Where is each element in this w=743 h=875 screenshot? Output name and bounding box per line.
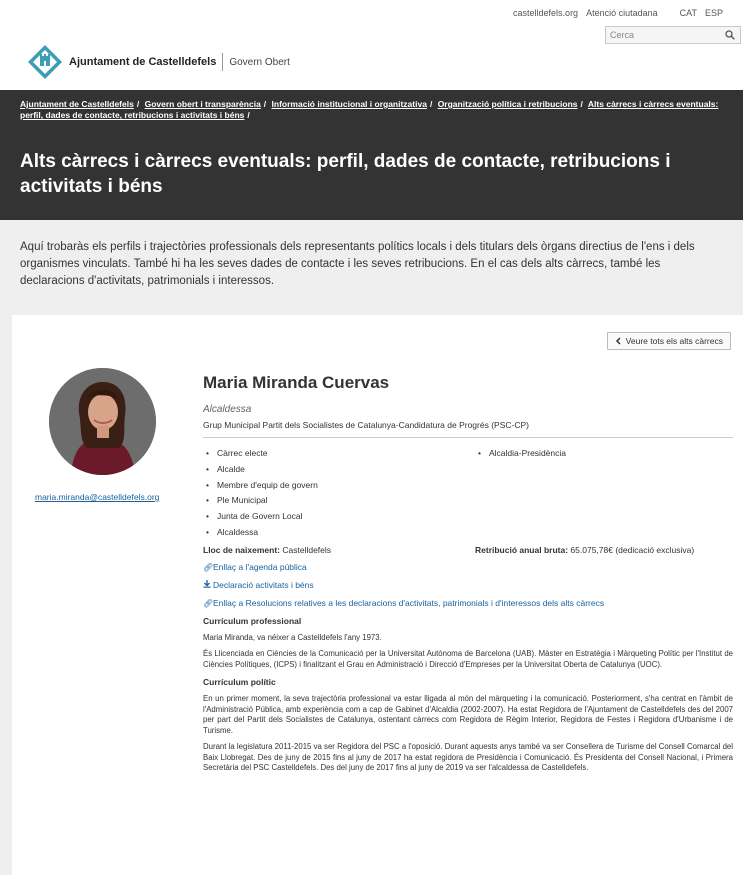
utility-link-atencio[interactable]: Atenció ciutadana [586,8,658,18]
site-logo[interactable] [27,44,290,80]
declaration-link-label: Declaració activitats i béns [213,579,314,590]
profile-name: Maria Miranda Cuervas [203,373,390,392]
lang-esp[interactable]: ESP [704,8,723,18]
salary [475,545,694,555]
search-icon[interactable] [724,29,736,41]
position-item: • Membre d'equip de govern [203,478,475,494]
breadcrumb: Ajuntament de Castelldefels / Govern obert i transparència / Informació institucional i organitzativa / Organització política i retribucions / Alts càrrecs i càrrecs eventuals: perfil, dades de contacte, retribucions i activitats i béns / [20,99,719,120]
utility-nav [513,8,723,18]
email-link[interactable]: maria.miranda@castelldefels.org [35,492,160,502]
intro-section [0,220,743,316]
page-title: Alts càrrecs i càrrecs eventuals: perfil, dades de contacte, retribucions i activitats i béns [20,151,671,197]
breadcrumb-item-govern-obert[interactable]: Govern obert i transparència [144,99,261,109]
salary-value: 65.075,78€ (dedicació exclusiva) [570,544,695,555]
resolutions-link-label: Enllaç a Resolucions relatives a les declaracions d'activitats, patrimonials i d'interessos dels alts càrrecs [213,597,605,608]
profile-links [203,562,733,609]
profile-details [203,373,733,780]
castelldefels-logo-icon [27,44,63,80]
breadcrumb-item-alts-carrecs[interactable]: Alts càrrecs i càrrecs eventuals: perfil, dades de contacte, retribucions i activitats i béns [20,99,719,120]
agenda-link-label: Enllaç a l'agenda pública [213,561,307,572]
salary-label: Retribució anual bruta: [475,544,569,555]
link-icon: 🔗︎ [203,562,214,572]
site-header [0,0,743,90]
birthplace [203,545,475,555]
logo-divider [222,53,223,71]
position-item: • Ple Municipal [203,493,475,509]
cv-professional-title: Currículum professional [203,615,302,626]
positions-list [203,446,733,541]
utility-link-castelldefels[interactable]: castelldefels.org [513,8,579,18]
birthplace-label: Lloc de naixement: [203,544,280,555]
position-item: • Junta de Govern Local [203,509,475,525]
divider [203,437,733,438]
portrait-photo [49,368,156,475]
profile-facts [203,545,733,555]
link-icon: 🔗︎ [203,598,214,608]
logo-subtitle: Govern Obert [229,56,290,68]
curriculum [203,616,733,774]
search-box [605,26,741,44]
cv-paragraph: Maria Miranda, va néixer a Castelldefels l'any 1973. [203,632,382,642]
resolutions-link[interactable] [203,598,733,609]
position-item: • Alcaldia-Presidència [475,446,566,462]
search-input[interactable] [610,30,720,40]
cv-political-title: Currículum polític [203,677,276,688]
avatar [49,368,156,475]
page-hero [0,90,743,220]
cv-paragraph: En un primer moment, la seva trajectòria professional va estar lligada al món del màrqueting i la comunicació. Posteriorment, s'ha centrat en l'àmbit de l'Administració Pública, amb experiència com a cap de Gabinet d'Alcaldia (2002-2007). Ha estat Regidora de l'Ajuntament de Castelldefels des del 2007 per part del Partit dels Socialistes de Catalunya, ostentant càrrecs com Regidora de Règim Interior, Regidora de Festes i Regidora d'Urbanisme i de Turisme. [203,694,733,735]
position-item: • Alcaldessa [203,525,475,541]
profile-card [12,315,743,875]
cv-paragraph: Durant la legislatura 2011-2015 va ser Regidora del PSC a l'oposició. Durant aquests anys també va ser Consellera de Turisme del Consell Comarcal del Baix Llobregat. Des de juny de 2015 fins al juny de 2017 ha estat regidora de Presidència i Comunicació. És Presidenta del Consell Nacional, i Primera Secretària del PSC Castelldefels. Des del juny de 2017 fins al juny de 2019 va ser l'alcaldessa de Castelldefels. [203,742,733,773]
declaration-download-link[interactable] [203,580,733,591]
cv-paragraph: És Llicenciada en Ciències de la Comunicació per la Universitat Autònoma de Barcelona (UAB). Màster en Estratègia i Màrqueting Polític per l'Institut de Ciències Polítiques, (ICPS) i finalitzant el Grau en Administració i Direcció d'Empreses per la Universitat Oberta de Catalunya (UOC). [203,649,733,669]
position-item: • Alcalde [203,462,475,478]
breadcrumb-item-informacio[interactable]: Informació institucional i organitzativa [271,99,427,109]
profile-role: Alcaldessa [203,404,252,415]
lang-cat[interactable]: CAT [679,8,697,18]
logo-name: Ajuntament de Castelldefels [69,56,217,68]
agenda-link[interactable] [203,562,733,573]
chevron-left-icon [615,337,622,345]
birthplace-value: Castelldefels [282,544,332,555]
view-all-label: Veure tots els alts càrrecs [625,336,723,346]
breadcrumb-item-organitzacio[interactable]: Organització política i retribucions [437,99,578,109]
breadcrumb-item-ajuntament[interactable]: Ajuntament de Castelldefels [20,99,134,109]
view-all-button[interactable] [607,332,731,350]
position-item: • Càrrec electe [203,446,475,462]
profile-group: Grup Municipal Partit dels Socialistes de Catalunya-Candidatura de Progrés (PSC-CP) [203,420,529,430]
intro-text: Aquí trobaràs els perfils i trajectòries professionals dels representants polítics locals i dels titulars dels òrgans directius de l'ens i dels organismes vinculats. També hi ha les seves dades de contacte i les seves retribucions. En el cas dels alts càrrecs, també les declaracions d'activitats, patrimonials i interessos. [20,241,695,287]
download-icon [203,580,213,591]
